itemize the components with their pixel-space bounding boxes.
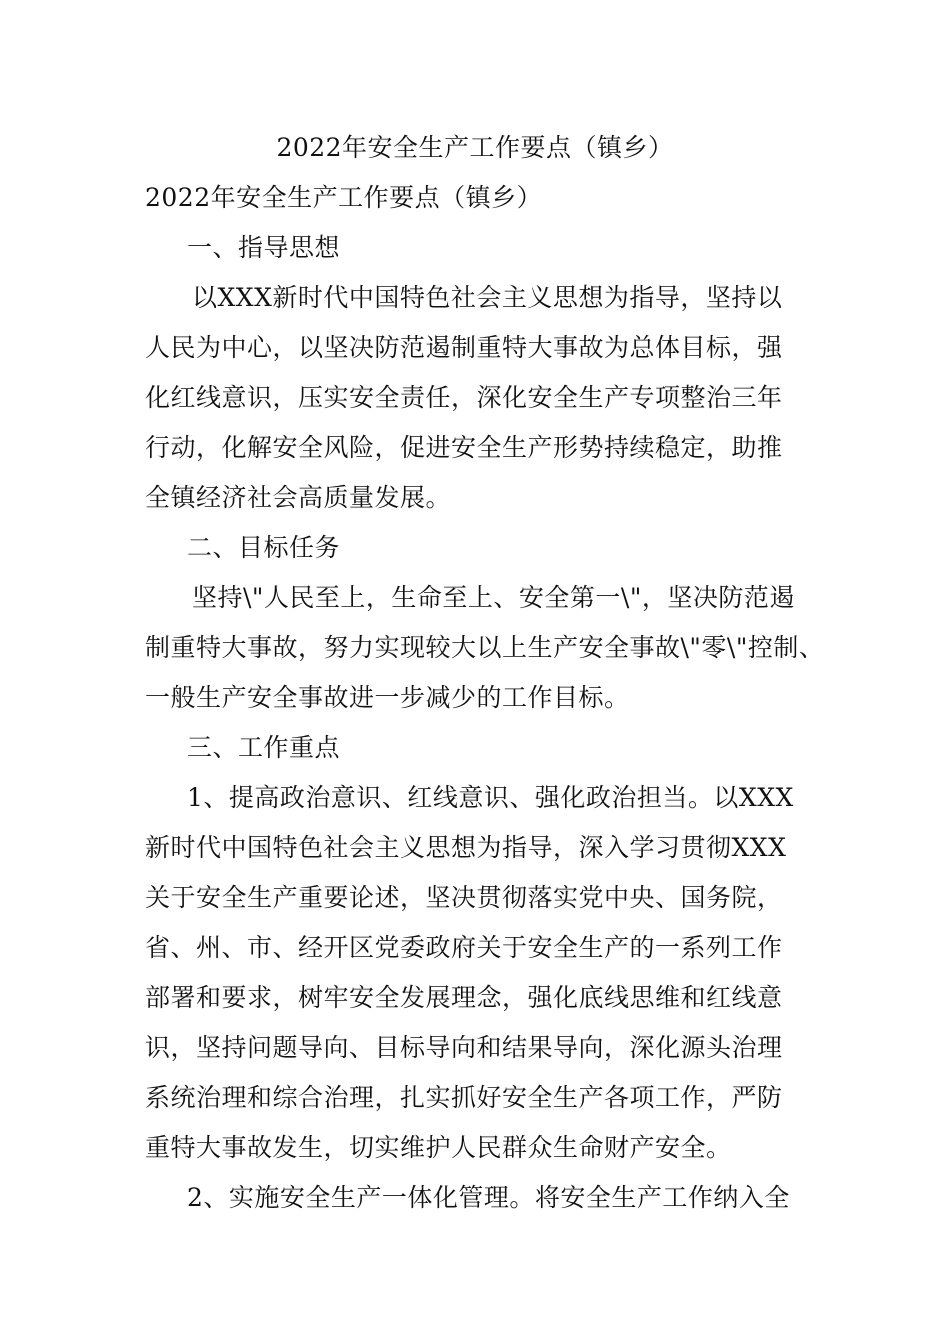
paragraph-line: 1、提高政治意识、红线意识、强化政治担当。以XXX	[187, 783, 794, 812]
document-title: 2022年安全生产工作要点（镇乡）	[276, 133, 674, 162]
paragraph-line: 识，坚持问题导向、目标导向和结果导向，深化源头治理	[145, 1033, 783, 1062]
paragraph-line: 系统治理和综合治理，扎实抓好安全生产各项工作，严防	[145, 1083, 783, 1112]
paragraph-line: 新时代中国特色社会主义思想为指导，深入学习贯彻XXX	[145, 833, 787, 862]
paragraph-line: 部署和要求，树牢安全发展理念，强化底线思维和红线意	[145, 983, 783, 1012]
paragraph-line: 重特大事故发生，切实维护人民群众生命财产安全。	[145, 1133, 732, 1162]
paragraph-line: 省、州、市、经开区党委政府关于安全生产的一系列工作	[145, 933, 783, 962]
paragraph-line: 以XXX新时代中国特色社会主义思想为指导，坚持以	[192, 283, 783, 312]
paragraph-line: 制重特大事故，努力实现较大以上生产安全事故\"零\"控制、	[145, 633, 825, 662]
paragraph-line: 全镇经济社会高质量发展。	[145, 483, 452, 512]
paragraph-line: 关于安全生产重要论述，坚决贯彻落实党中央、国务院，	[145, 883, 783, 912]
paragraph-line: 一般生产安全事故进一步减少的工作目标。	[145, 683, 630, 712]
paragraph-line: 化红线意识，压实安全责任，深化安全生产专项整治三年	[145, 383, 783, 412]
document-subtitle: 2022年安全生产工作要点（镇乡）	[145, 183, 543, 212]
section-heading-goals: 二、目标任务	[187, 533, 341, 562]
section-heading-key-work: 三、工作重点	[187, 733, 341, 762]
paragraph-line: 人民为中心，以坚决防范遏制重特大事故为总体目标，强	[145, 333, 783, 362]
section-heading-guiding-ideology: 一、指导思想	[187, 233, 341, 262]
paragraph-line: 坚持\"人民至上，生命至上、安全第一\"，坚决防范遏	[192, 583, 795, 612]
paragraph-line: 行动，化解安全风险，促进安全生产形势持续稳定，助推	[145, 433, 783, 462]
paragraph-line: 2、实施安全生产一体化管理。将安全生产工作纳入全	[187, 1183, 790, 1212]
